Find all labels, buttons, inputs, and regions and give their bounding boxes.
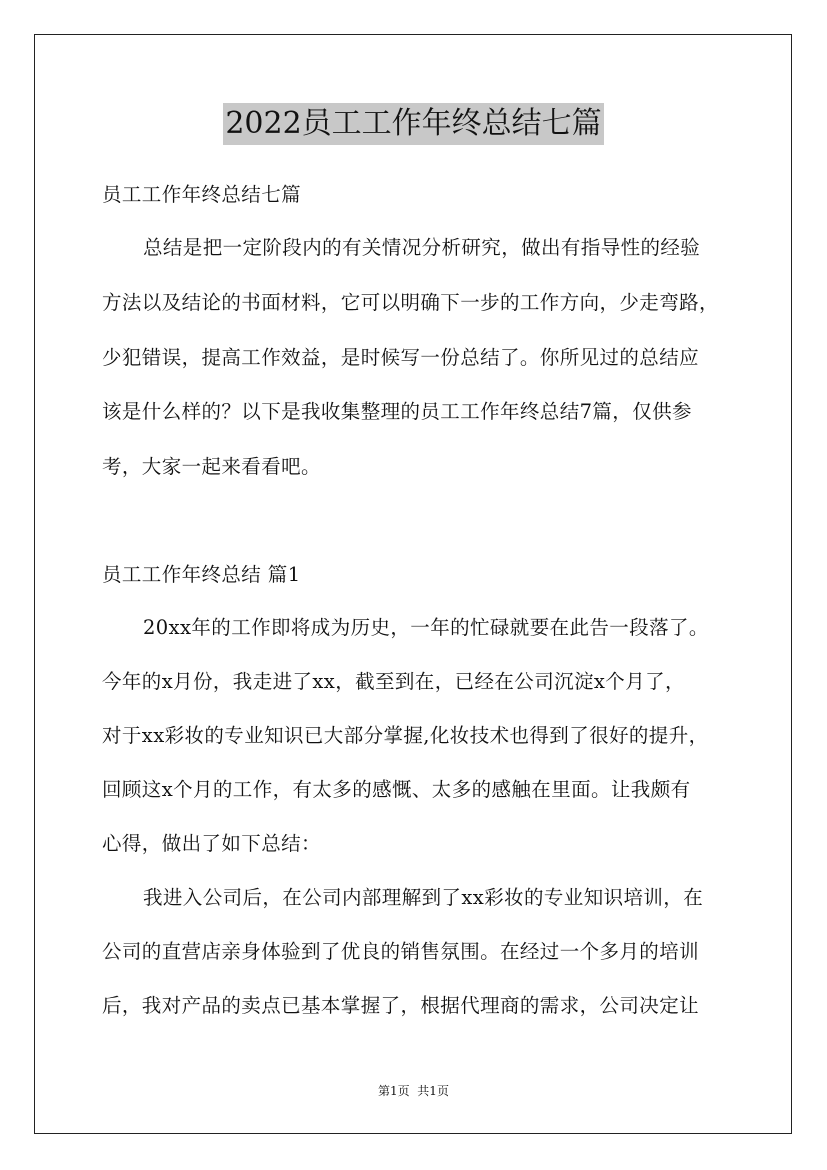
paragraph-line: 心得，做出了如下总结： [102, 832, 321, 855]
paragraph-line: 后，我对产品的卖点已基本掌握了，根据代理商的需求，公司决定让 [102, 994, 700, 1017]
paragraph-line: 20xx年的工作即将成为历史，一年的忙碌就要在此告一段落了。 [143, 616, 709, 639]
paragraph-line: 今年的x月份，我走进了xx，截至到在，已经在公司沉淀x个月了， [102, 670, 685, 693]
page-footer: 第1页 共1页 [378, 1084, 449, 1098]
document-subtitle: 员工工作年终总结七篇 [102, 183, 302, 206]
paragraph-line: 回顾这x个月的工作，有太多的感慨、太多的感触在里面。让我颇有 [102, 778, 691, 801]
intro-line: 少犯错误，提高工作效益，是时候写一份总结了。你所见过的总结应 [102, 346, 700, 369]
document-title [0, 101, 827, 145]
intro-line: 该是什么样的？以下是我收集整理的员工工作年终总结7篇，仅供参 [102, 400, 692, 423]
intro-line: 考，大家一起来看看吧。 [102, 455, 321, 478]
intro-line: 方法以及结论的书面材料，它可以明确下一步的工作方向，少走弯路， [102, 291, 719, 314]
section-heading: 员工工作年终总结 篇1 [102, 563, 301, 586]
paragraph-line: 公司的直营店亲身体验到了优良的销售氛围。在经过一个多月的培训 [102, 940, 700, 963]
paragraph-line: 对于xx彩妆的专业知识已大部分掌握,化妆技术也得到了很好的提升， [102, 724, 709, 747]
document-title-text: 2022员工工作年终总结七篇 [223, 103, 603, 145]
intro-line: 总结是把一定阶段内的有关情况分析研究，做出有指导性的经验 [143, 236, 701, 259]
paragraph-line: 我进入公司后，在公司内部理解到了xx彩妆的专业知识培训，在 [143, 886, 704, 909]
